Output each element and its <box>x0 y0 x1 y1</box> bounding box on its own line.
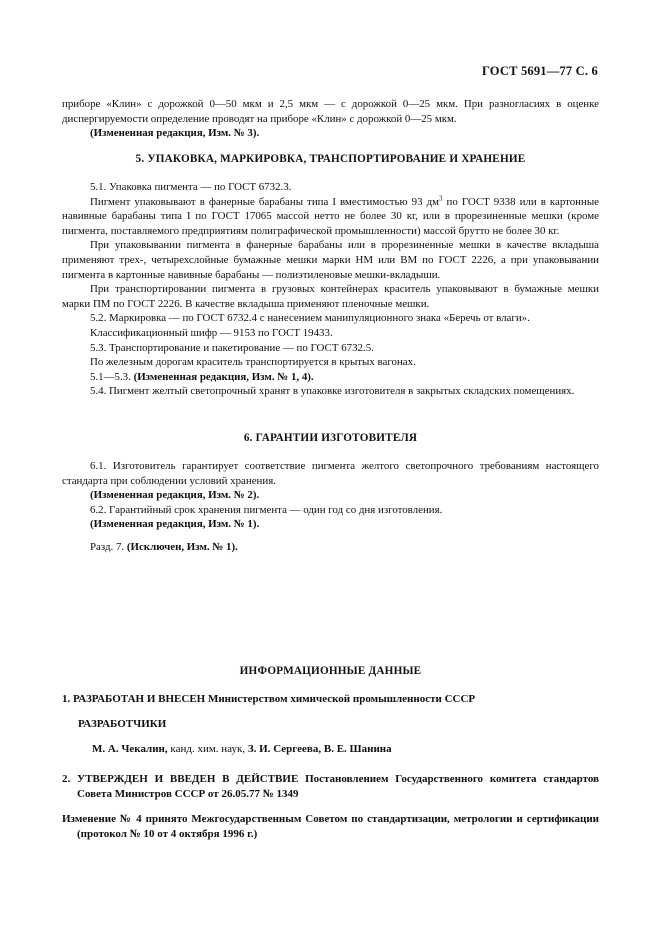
amendment-note: (Измененная редакция, Изм. № 1, 4). <box>133 370 314 383</box>
section-6-body <box>62 459 599 555</box>
amendment-note: (Измененная редакция, Изм. № 1). <box>90 518 260 531</box>
section-5-title: 5. УПАКОВКА, МАРКИРОВКА, ТРАНСПОРТИРОВАНИЕ И ХРАНЕНИЕ <box>135 153 526 165</box>
developers-list <box>62 742 599 757</box>
paragraph: 5.1—5.3. (Измененная редакция, Изм. № 1, 4). <box>90 370 314 383</box>
info-item: 1. РАЗРАБОТАН И ВНЕСЕН Министерством химической промышленности СССР <box>62 693 476 705</box>
section-6-title: 6. ГАРАНТИИ ИЗГОТОВИТЕЛЯ <box>243 432 418 444</box>
paragraph: 5.4. Пигмент желтый светопрочный хранят в упаковке изготовителя в закрытых складских помещениях. <box>90 385 575 398</box>
amendment-note: (Измененная редакция, Изм. № 3). <box>90 127 260 140</box>
info-item-2 <box>62 772 599 801</box>
paragraph: Разд. 7. (Исключен, Изм. № 1). <box>90 540 238 553</box>
paragraph: 6.1. Изготовитель гарантирует соответствие пигмента желтого светопрочного требованиям настоящего стандарта при соблюдении условий хранения. <box>62 460 599 487</box>
developer-name: М. А. Чекалин, <box>92 743 168 755</box>
info-item: 2. УТВЕРЖДЕН И ВВЕДЕН В ДЕЙСТВИЕ Постановлением Государственного комитета стандартов Совета Министров СССР от 26.05.77 № 1349 <box>62 773 599 800</box>
paragraph: 6.2. Гарантийный срок хранения пигмента — один год со дня изготовления. <box>90 503 443 516</box>
paragraph: При упаковывании пигмента в фанерные барабаны или в прорезиненные мешки в качестве вкладыша применяют трех-, четырехслойные бумажные мешки марки НМ или ВМ по ГОСТ 2226, а при упаковывании пигмента в картонные навивные барабаны — полиэтиленовые мешки-вкладыши. <box>62 239 599 281</box>
developer-name: З. И. Сергеева, В. Е. Шанина <box>245 743 392 755</box>
paragraph: Пигмент упаковывают в фанерные барабаны типа I вместимостью 93 $дм^3$ по ГОСТ 9338 или в картонные навивные барабаны типа I по ГОСТ 17065 массой нетто не более 30 кг, или в прорезиненные мешки (кроме пигмента, поставляемого предприятиям полиграфической промышленности) массой брутто не более 30 кг. <box>62 193 599 237</box>
section-5-body <box>62 180 599 399</box>
info-item: Изменение № 4 принято Межгосударственным Советом по стандартизации, метрологии и сертификации (протокол № 10 от 4 октября 1996 г.) <box>62 813 599 840</box>
amendment-note: (Измененная редакция, Изм. № 2). <box>90 489 260 502</box>
paragraph: 5.2. Маркировка — по ГОСТ 6732.4 с нанесением манипуляционного знака «Беречь от влаги». <box>90 312 530 325</box>
paragraph: При транспортировании пигмента в грузовых контейнерах краситель упаковывают в бумажные мешки марки ПМ по ГОСТ 2226. В качестве вкладыша применяют пленочные мешки. <box>62 283 599 310</box>
paragraph: Классификационный шифр — 9153 по ГОСТ 19433. <box>90 326 333 339</box>
developers-label: РАЗРАБОТЧИКИ <box>78 718 167 730</box>
paragraph: 5.1. Упаковка пигмента — по ГОСТ 6732.3. <box>90 181 292 193</box>
intro-block <box>62 97 599 141</box>
paragraph: 5.3. Транспортирование и пакетирование — по ГОСТ 6732.5. <box>90 341 374 354</box>
amendment-note: (Исключен, Изм. № 1). <box>126 540 238 553</box>
paragraph: приборе «Клин» с дорожкой 0—50 мкм и 2,5 мкм — с дорожкой 0—25 мкм. При разногласиях в оценке диспергируемости определение проводят на приборе «Клин» с дорожкой 0—25 мкм. <box>62 98 599 125</box>
paragraph: По железным дорогам краситель транспортируется в крытых вагонах. <box>90 356 416 369</box>
info-item-3 <box>62 812 599 841</box>
developer-degree: канд. хим. наук, <box>167 743 246 755</box>
page-header: ГОСТ 5691—77 С. 6 <box>481 64 598 78</box>
info-item-1 <box>62 692 599 707</box>
info-title: ИНФОРМАЦИОННЫЕ ДАННЫЕ <box>239 665 422 677</box>
